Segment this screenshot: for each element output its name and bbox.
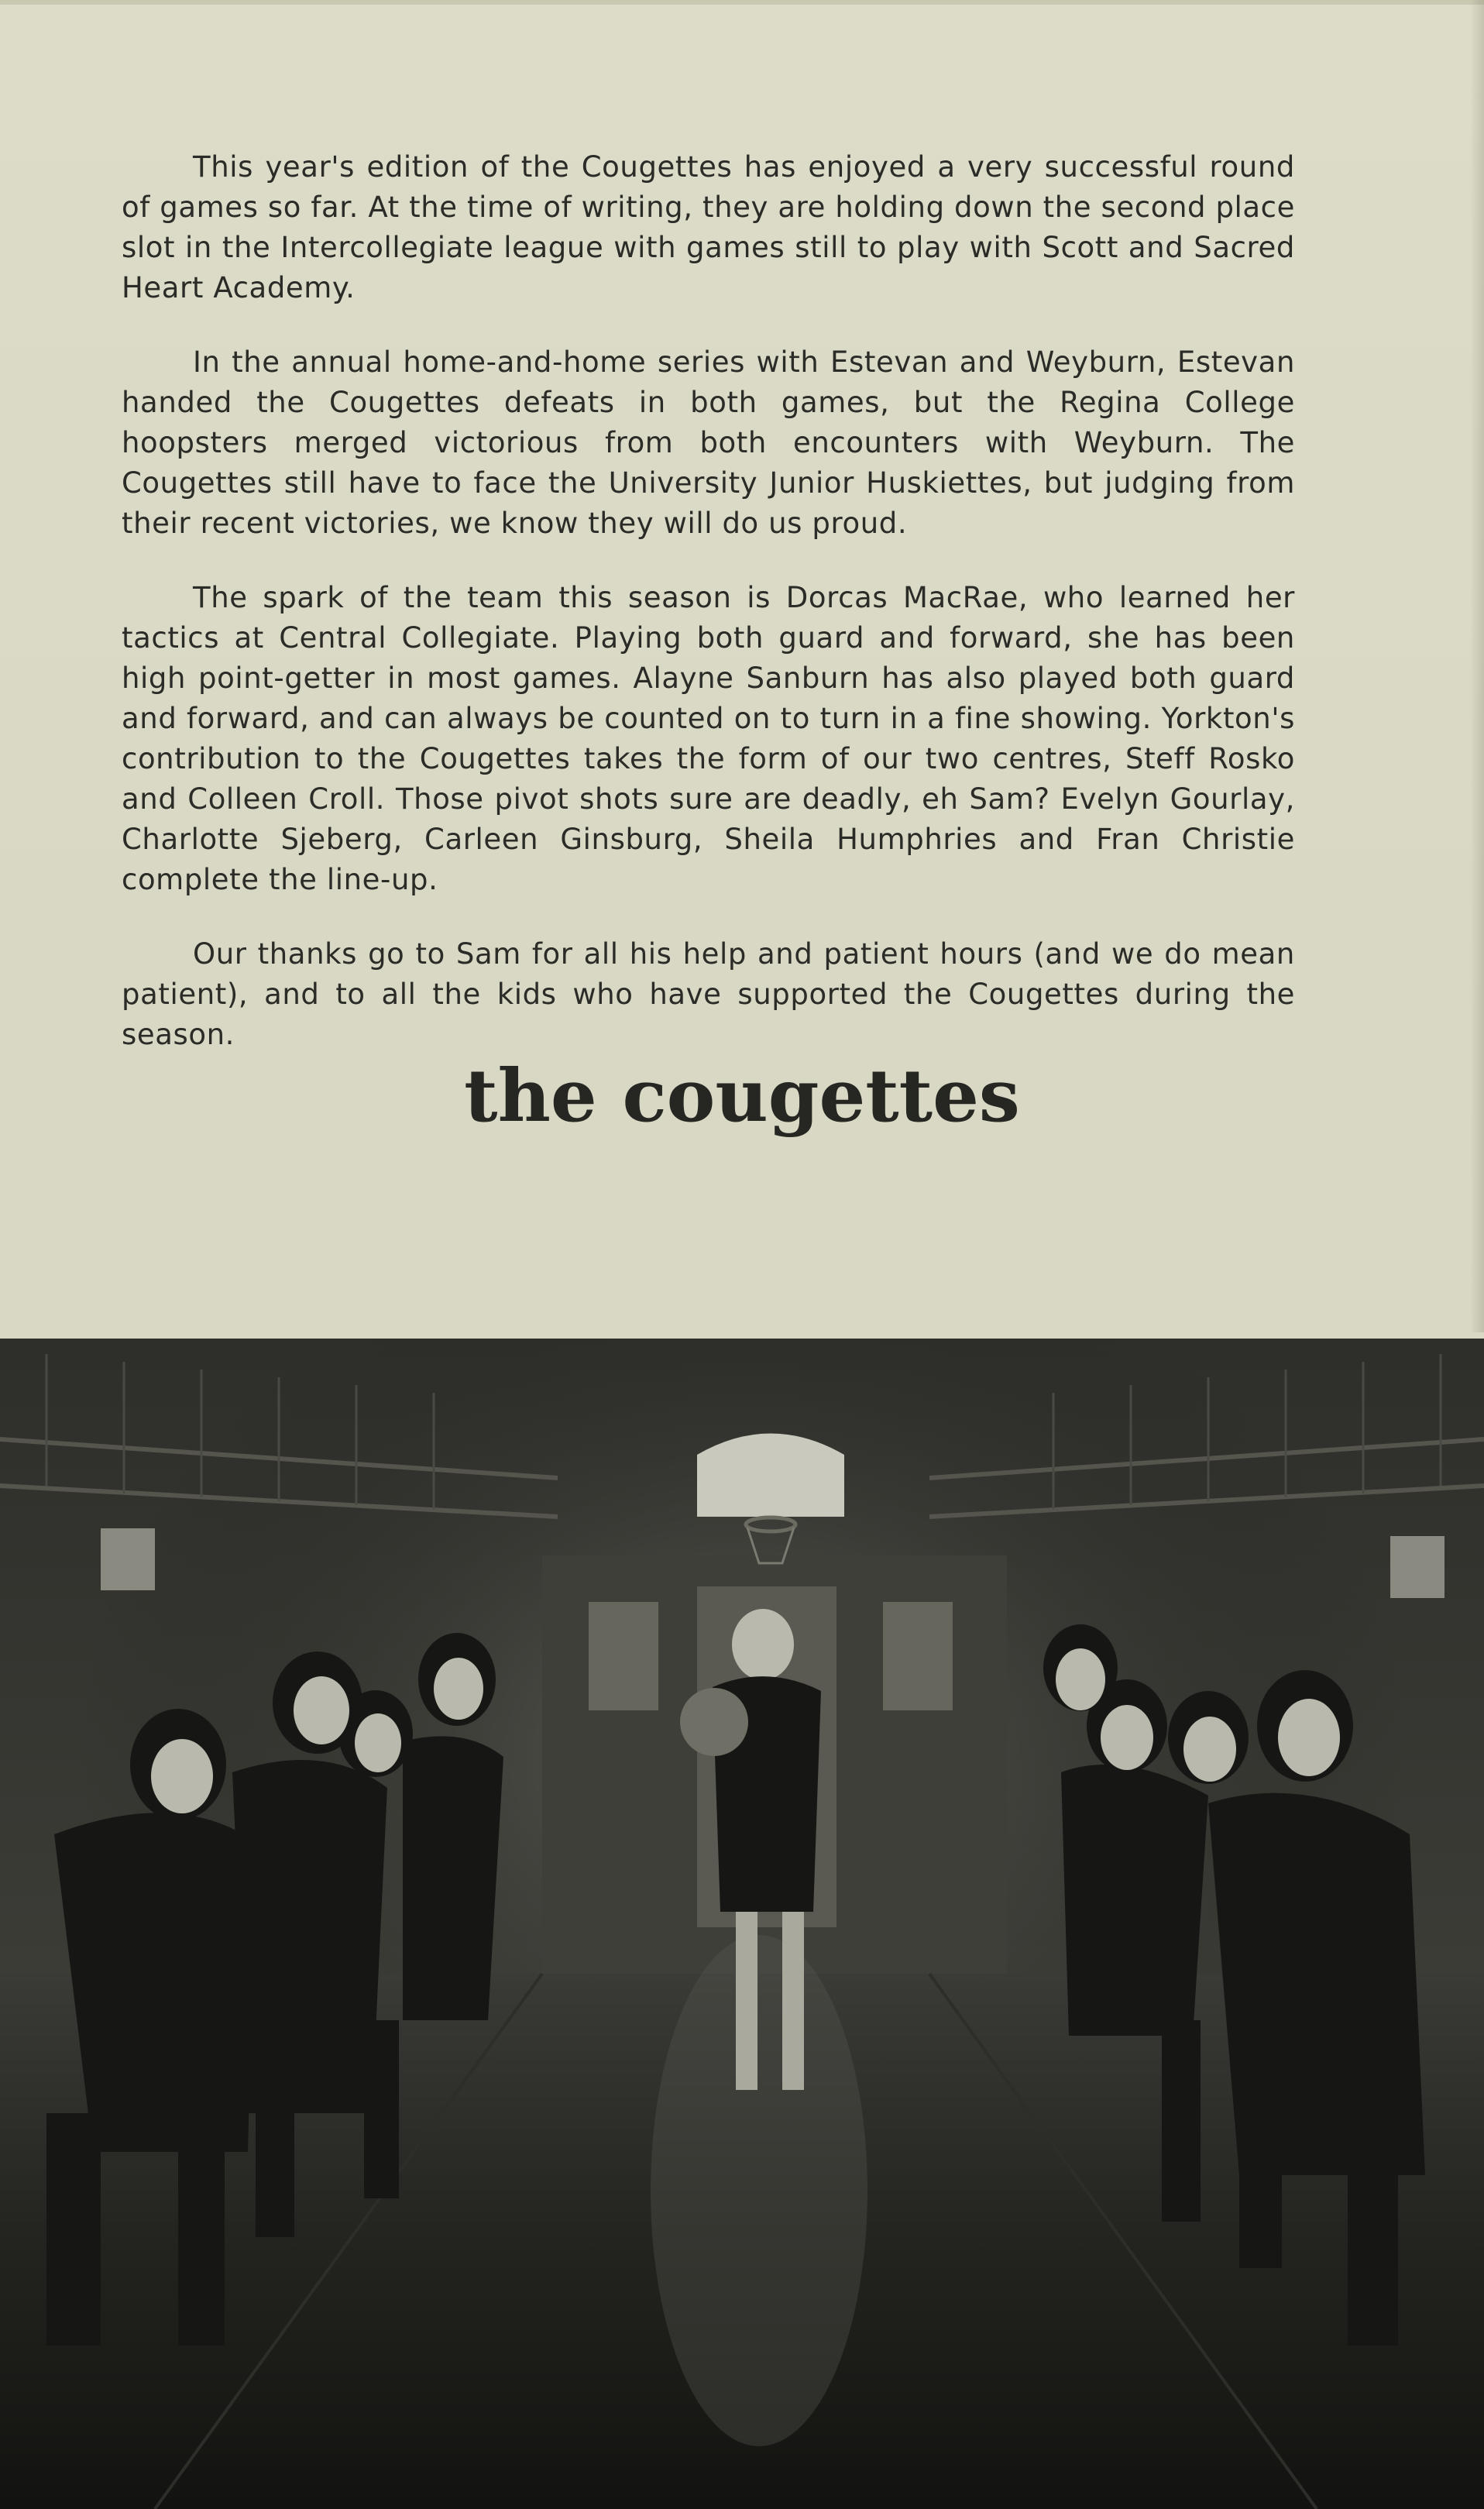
paragraph-home-and-home-series: In the annual home-and-home series with Estevan and Weyburn, Estevan handed the Cougettes defeats in both games, but the Regina College hoopsters merged victorious from both encounters with Weyburn. The Cougettes still have to face the University Junior Huskiettes, but judging from their recent victories, we know they will do us proud. xyxy=(122,345,1295,540)
article-body xyxy=(122,147,1295,1089)
backboard xyxy=(697,1434,844,1517)
page-top-border xyxy=(0,0,1484,5)
floor-reflection xyxy=(651,1935,867,2446)
team-photo xyxy=(0,1339,1484,2509)
paragraph-thanks: Our thanks go to Sam for all his help and patient hours (and we do mean patient), and to all the kids who have supported the Cougettes during the season. xyxy=(122,937,1295,1051)
back-window-left xyxy=(589,1602,658,1710)
page-title: the cougettes xyxy=(464,1053,1020,1139)
window-right xyxy=(1390,1536,1444,1598)
team-photo-illustration xyxy=(0,1339,1484,2509)
basketball xyxy=(680,1688,748,1756)
paragraph-team-players: The spark of the team this season is Dorcas MacRae, who learned her tactics at Central Collegiate. Playing both guard and forward, she has been high point-getter in most games. Alayne Sanburn has also played both guard and forward, and can always be counted on to turn in a fine showing. Yorkton's contribution to the Cougettes takes the form of our two centres, Steff Rosko and Colleen Croll. Those pivot shots sure are deadly, eh Sam? Evelyn Gourlay, Charlotte Sjeberg, Carleen Ginsburg, Sheila Humphries and Fran Christie complete the line-up. xyxy=(122,581,1295,896)
window-left xyxy=(101,1528,155,1590)
back-window-right xyxy=(883,1602,953,1710)
paragraph-season-summary: This year's edition of the Cougettes has enjoyed a very successful round of games so far. At the time of writing, they are holding down the second place slot in the Intercollegiate league with games still to play with Scott and Sacred Heart Academy. xyxy=(122,150,1295,304)
